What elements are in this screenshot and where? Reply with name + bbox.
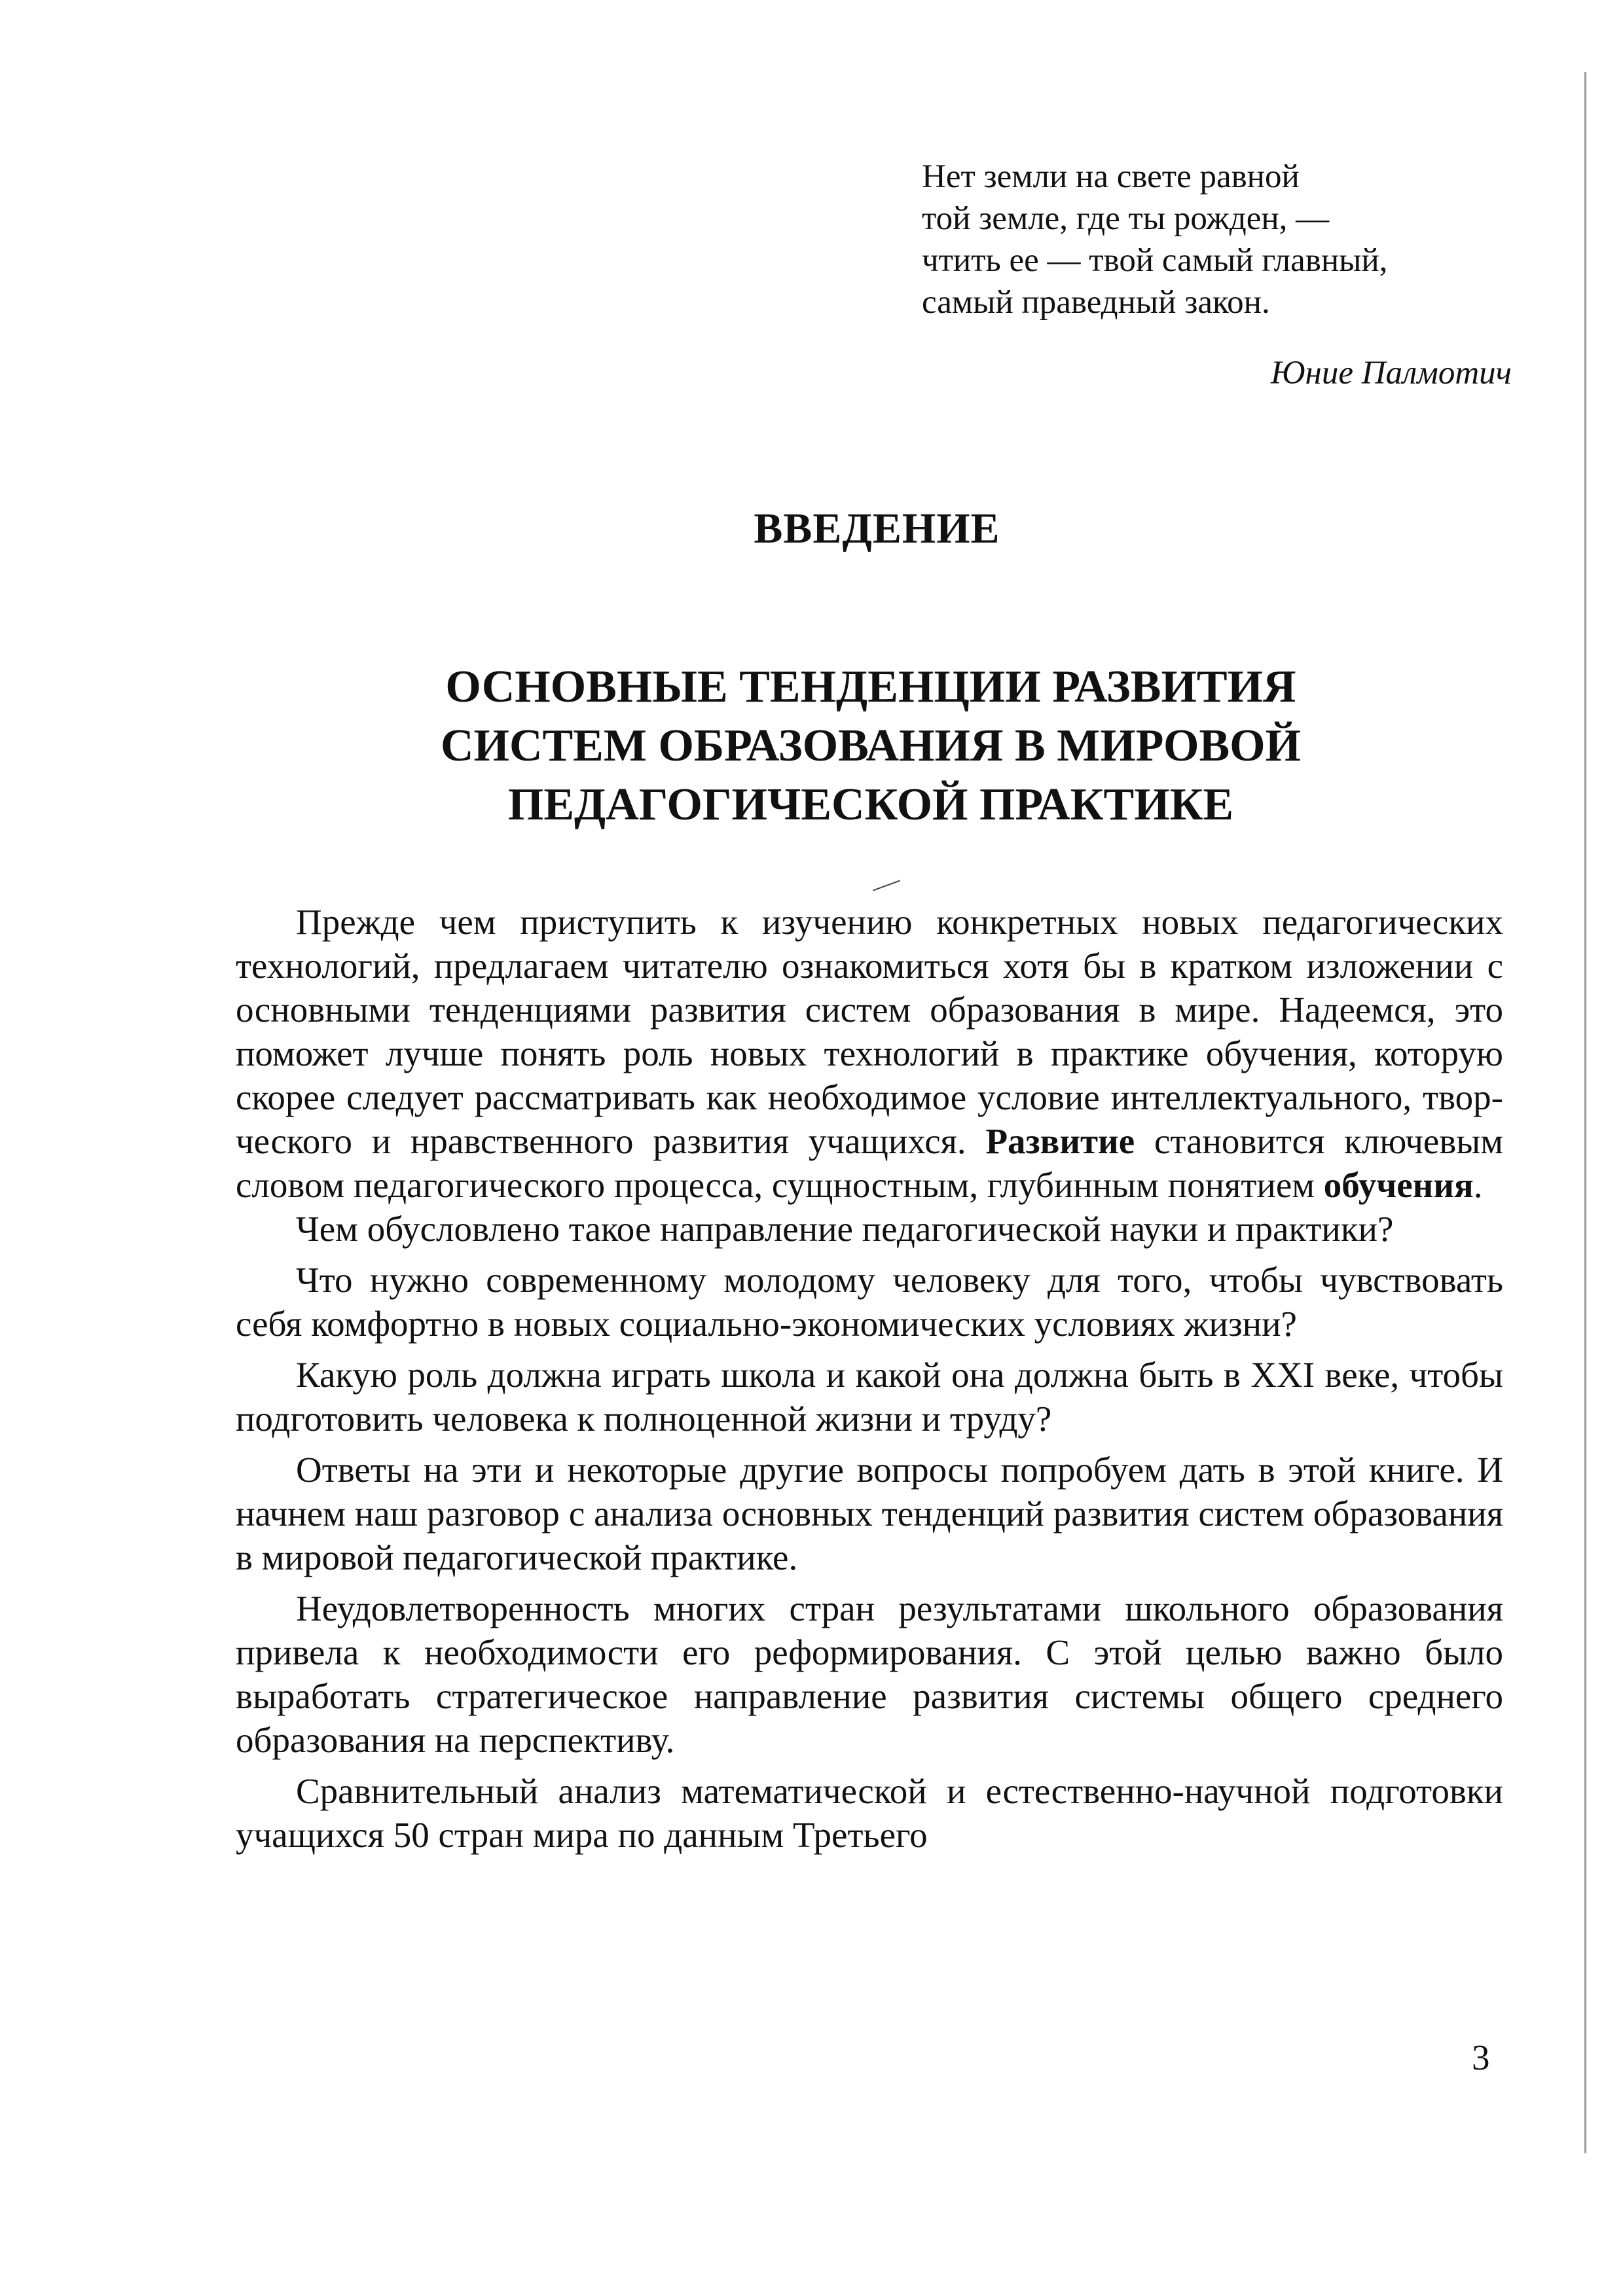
- chapter-title-line: ОСНОВНЫЕ ТЕНДЕНЦИИ РАЗВИТИЯ: [445, 662, 1296, 712]
- chapter-title-line: ПЕДАГОГИЧЕСКОЙ ПРАКТИКЕ: [507, 780, 1234, 830]
- chapter-title: [236, 658, 1506, 834]
- paragraph-text: становится ключевым словом педагогического процесса, сущностным, глубинным понятием: [236, 1121, 1503, 1205]
- chapter-title-line: СИСТЕМ ОБРАЗОВАНИЯ В МИРОВОЙ: [440, 721, 1302, 771]
- paragraph-text: Прежде чем приступить к изучению конкретных новых педагогических технологий, предлагаем читателю ознакомиться хотя бы в кратком изложении с основными тенденциями развития систем образования в мире. Надеемся, это поможет лучше понять роль новых технологий в практике обучения, которую скорее следует рассматривать как необходимое условие интеллектуального, творческого и нравственного развития учащихся.: [236, 902, 1503, 1161]
- paragraph: Ответы на эти и некоторые другие вопросы попробуем дать в этой книге. И начнем наш разговор с анализа основных тенденций развития систем образования в мировой педагогической практике.: [236, 1450, 1503, 1577]
- section-title: ВВЕДЕНИЕ: [754, 505, 1000, 552]
- paragraph: Сравнительный анализ математической и естественно-научной подготовки учащихся 50 стран мира по данным Третьего: [236, 1771, 1503, 1855]
- body-text: [236, 900, 1503, 1864]
- paragraph: Какую роль должна играть школа и какой она должна быть в XXI веке, чтобы подготовить человека к полноценной жизни и труду?: [236, 1355, 1503, 1439]
- paragraph-text: .: [1473, 1165, 1483, 1205]
- epigraph-line: той земле, где ты рожден, —: [922, 200, 1330, 237]
- epigraph-line: Нет земли на свете равной: [922, 158, 1300, 195]
- epigraph: [922, 156, 1511, 323]
- paragraph: Чем обусловлено такое направление педагогической науки и практики?: [296, 1209, 1394, 1249]
- page-edge-line: [1584, 72, 1586, 2153]
- epigraph-author: Юние Палмотич: [1270, 355, 1512, 391]
- paragraph: Неудовлетворенность многих стран результатами школьного образования привела к необходимости его реформирования. С этой целью важно было выработать стратегическое направление развития системы общего среднего образования на перспективу.: [236, 1588, 1503, 1760]
- page-number: 3: [1472, 2037, 1490, 2077]
- bold-term-learning: обучения: [1323, 1165, 1474, 1205]
- paragraph: [236, 900, 1503, 1207]
- stray-pen-mark: [873, 880, 900, 891]
- epigraph-line: самый праведный закон.: [922, 284, 1270, 321]
- bold-term-development: Развитие: [985, 1121, 1135, 1161]
- epigraph-line: чтить ее — твой самый главный,: [922, 242, 1388, 279]
- paragraph: Что нужно современному молодому человеку для того, чтобы чувствовать себя комфортно в новых социально-экономических условиях жизни?: [236, 1260, 1503, 1344]
